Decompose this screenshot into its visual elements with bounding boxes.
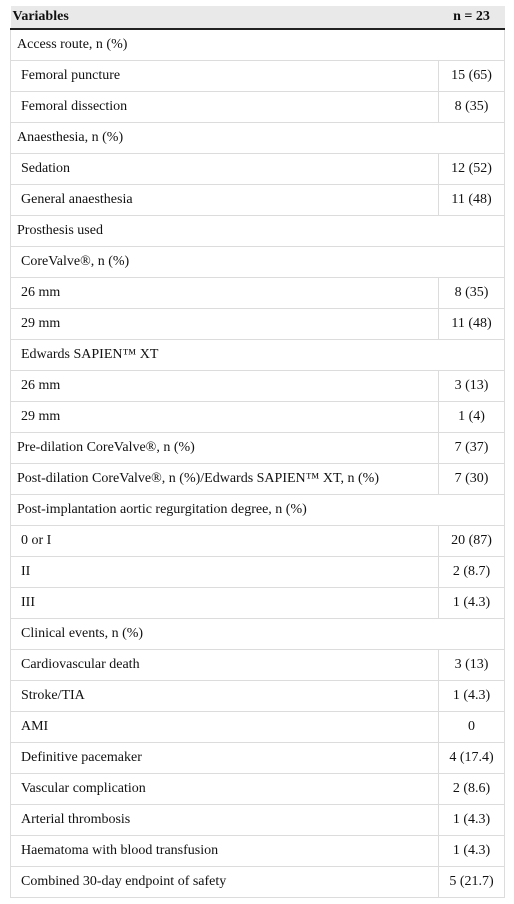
row-value: 1 (4.3)	[439, 681, 505, 712]
section-row	[11, 340, 505, 371]
section-label: Anaesthesia, n (%)	[11, 123, 505, 154]
row-label: Cardiovascular death	[11, 650, 439, 681]
section-row	[11, 216, 505, 247]
section-label: Clinical events, n (%)	[11, 619, 505, 650]
row-value: 1 (4.3)	[439, 836, 505, 867]
results-table-container	[10, 6, 504, 898]
row-label: Femoral dissection	[11, 92, 439, 123]
row-label: Femoral puncture	[11, 61, 439, 92]
table-row	[11, 154, 505, 185]
table-row	[11, 278, 505, 309]
row-value: 1 (4.3)	[439, 588, 505, 619]
row-label: Combined 30-day endpoint of safety	[11, 867, 439, 898]
row-label: Pre-dilation CoreValve®, n (%)	[11, 433, 439, 464]
row-value: 3 (13)	[439, 650, 505, 681]
row-label: Stroke/TIA	[11, 681, 439, 712]
row-label: Vascular complication	[11, 774, 439, 805]
row-value: 7 (37)	[439, 433, 505, 464]
row-value: 7 (30)	[439, 464, 505, 495]
header-variables: Variables	[11, 6, 439, 29]
table-row	[11, 402, 505, 433]
row-value: 15 (65)	[439, 61, 505, 92]
row-value: 2 (8.6)	[439, 774, 505, 805]
table-row	[11, 650, 505, 681]
table-row	[11, 464, 505, 495]
table-row	[11, 712, 505, 743]
table-row	[11, 681, 505, 712]
row-value: 20 (87)	[439, 526, 505, 557]
row-label: 0 or I	[11, 526, 439, 557]
section-row	[11, 619, 505, 650]
section-label: Access route, n (%)	[11, 29, 505, 61]
section-label: Prosthesis used	[11, 216, 505, 247]
header-row	[11, 6, 505, 29]
row-value: 1 (4.3)	[439, 805, 505, 836]
row-value: 3 (13)	[439, 371, 505, 402]
row-label: Arterial thrombosis	[11, 805, 439, 836]
row-label: Post-dilation CoreValve®, n (%)/Edwards SAPIEN™ XT, n (%)	[11, 464, 439, 495]
table-row	[11, 433, 505, 464]
row-label: Definitive pacemaker	[11, 743, 439, 774]
table-row	[11, 526, 505, 557]
header-n: n = 23	[439, 6, 505, 29]
table-row	[11, 371, 505, 402]
row-label: Sedation	[11, 154, 439, 185]
row-value: 5 (21.7)	[439, 867, 505, 898]
table-row	[11, 185, 505, 216]
section-label: Edwards SAPIEN™ XT	[11, 340, 505, 371]
row-label: 29 mm	[11, 309, 439, 340]
table-row	[11, 805, 505, 836]
section-label: Post-implantation aortic regurgitation degree, n (%)	[11, 495, 505, 526]
table-row	[11, 743, 505, 774]
row-value: 2 (8.7)	[439, 557, 505, 588]
row-label: AMI	[11, 712, 439, 743]
row-label: General anaesthesia	[11, 185, 439, 216]
table-body	[11, 29, 505, 898]
row-label: II	[11, 557, 439, 588]
table-row	[11, 588, 505, 619]
table-row	[11, 61, 505, 92]
section-row	[11, 495, 505, 526]
section-row	[11, 123, 505, 154]
row-label: III	[11, 588, 439, 619]
row-value: 11 (48)	[439, 309, 505, 340]
table-header	[11, 6, 505, 29]
results-table	[10, 6, 505, 898]
row-value: 4 (17.4)	[439, 743, 505, 774]
section-label: CoreValve®, n (%)	[11, 247, 505, 278]
row-label: 26 mm	[11, 278, 439, 309]
row-value: 8 (35)	[439, 278, 505, 309]
table-row	[11, 309, 505, 340]
table-row	[11, 836, 505, 867]
table-row	[11, 557, 505, 588]
table-row	[11, 92, 505, 123]
section-row	[11, 29, 505, 61]
row-label: 29 mm	[11, 402, 439, 433]
row-value: 8 (35)	[439, 92, 505, 123]
row-value: 0	[439, 712, 505, 743]
row-label: Haematoma with blood transfusion	[11, 836, 439, 867]
row-value: 12 (52)	[439, 154, 505, 185]
row-value: 11 (48)	[439, 185, 505, 216]
row-value: 1 (4)	[439, 402, 505, 433]
row-label: 26 mm	[11, 371, 439, 402]
section-row	[11, 247, 505, 278]
table-row	[11, 867, 505, 898]
table-row	[11, 774, 505, 805]
